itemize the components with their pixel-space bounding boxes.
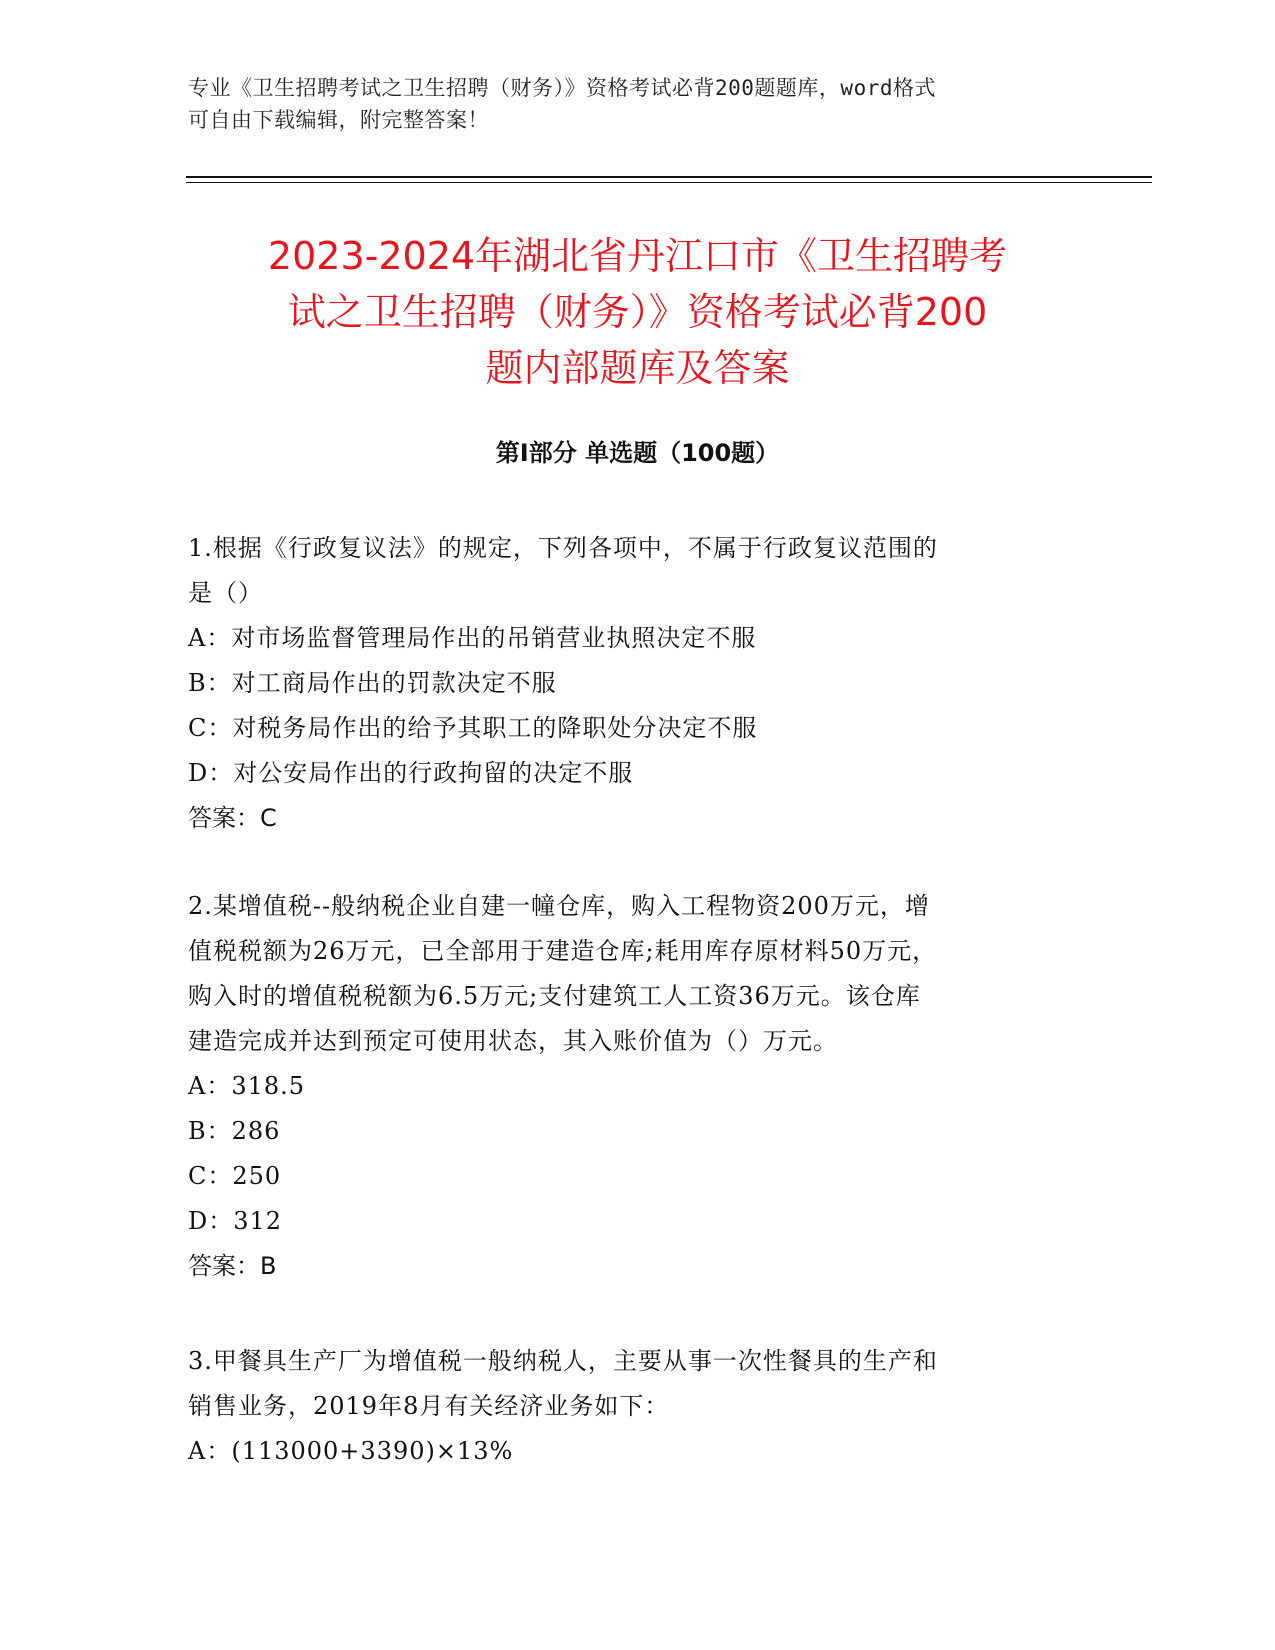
- document-title-line-2: 试之卫生招聘（财务）》资格考试必背200: [287, 290, 988, 334]
- question-2: [188, 884, 1068, 1289]
- section-title: 第Ⅰ部分 单选题（100题）: [495, 439, 780, 467]
- header-note-line-2: 可自由下载编辑，附完整答案！: [188, 108, 489, 132]
- question-1: [188, 526, 1068, 841]
- option-d: D：对公安局作出的行政拘留的决定不服: [188, 759, 634, 787]
- header-rule-thick: [186, 176, 1152, 178]
- option-a: A：对市场监督管理局作出的吊销营业执照决定不服: [188, 624, 757, 652]
- answer-label: 答案：B: [188, 1252, 277, 1280]
- option-a: A：(113000+3390)×13%: [188, 1437, 514, 1465]
- question-stem-line: 销售业务，2019年8月有关经济业务如下：: [188, 1392, 670, 1420]
- option-a: A：318.5: [188, 1072, 306, 1100]
- option-d: D：312: [188, 1207, 283, 1235]
- question-stem-line: 2.某增值税--般纳税企业自建一幢仓库，购入工程物资200万元，增: [188, 892, 930, 920]
- document-title-line-1: 2023-2024年湖北省丹江口市《卫生招聘考: [267, 234, 1008, 278]
- document-title: [150, 228, 1125, 396]
- option-c: C：对税务局作出的给予其职工的降职处分决定不服: [188, 714, 758, 742]
- header-note-line-1: 专业《卫生招聘考试之卫生招聘（财务）》资格考试必背200题题库，word格式: [188, 76, 936, 100]
- option-b: B：286: [188, 1117, 281, 1145]
- question-stem-line: 购入时的增值税税额为6.5万元;支付建筑工人工资36万元。该仓库: [188, 982, 921, 1010]
- header-note: [188, 72, 1068, 136]
- option-b: B：对工商局作出的罚款决定不服: [188, 669, 557, 697]
- header-rule-thin: [186, 182, 1152, 183]
- question-stem-line: 建造完成并达到预定可使用状态，其入账价值为（）万元。: [188, 1027, 838, 1055]
- option-c: C：250: [188, 1162, 282, 1190]
- document-title-line-3: 题内部题库及答案: [485, 346, 790, 390]
- answer-label: 答案：C: [188, 804, 277, 832]
- question-stem-line: 1.根据《行政复议法》的规定，下列各项中，不属于行政复议范围的: [188, 534, 938, 562]
- question-stem-line: 是（）: [188, 579, 263, 607]
- question-stem-line: 值税税额为26万元，已全部用于建造仓库;耗用库存原材料50万元，: [188, 937, 938, 965]
- question-stem-line: 3.甲餐具生产厂为增值税一般纳税人，主要从事一次性餐具的生产和: [188, 1347, 938, 1375]
- question-3: [188, 1339, 1068, 1474]
